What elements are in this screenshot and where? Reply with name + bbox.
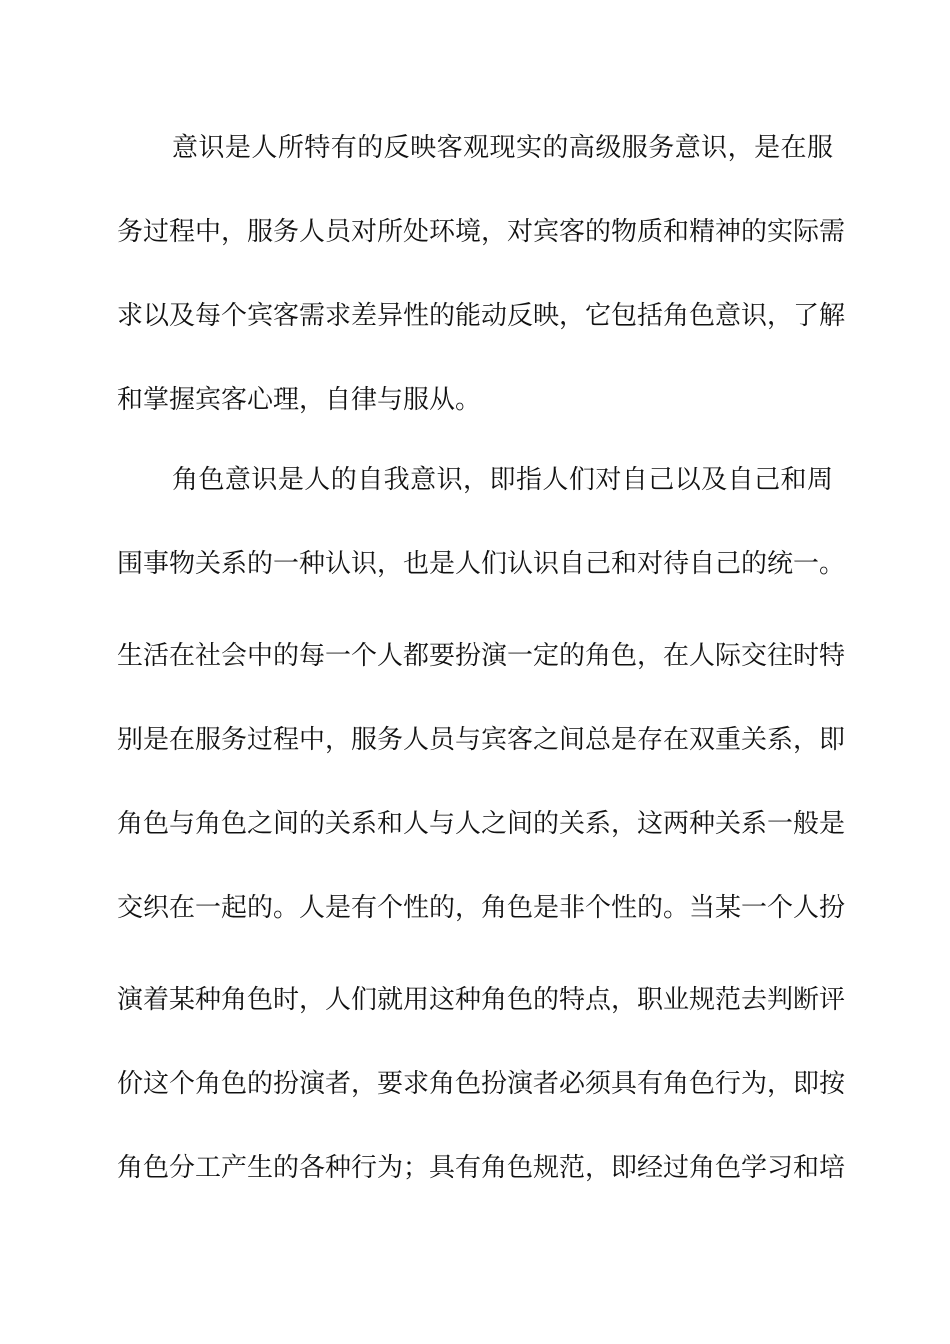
- text-line: 务过程中，服务人员对所处环境，对宾客的物质和精神的实际需: [117, 217, 846, 247]
- text-line: 求以及每个宾客需求差异性的能动反映，它包括角色意识，了解: [117, 301, 846, 331]
- text-line: 角色意识是人的自我意识，即指人们对自己以及自己和周: [172, 465, 833, 495]
- text-line: 和掌握宾客心理，自律与服从。: [117, 385, 482, 415]
- text-line: 围事物关系的一种认识，也是人们认识自己和对待自己的统一。: [117, 549, 846, 579]
- text-line: 演着某种角色时，人们就用这种角色的特点，职业规范去判断评: [117, 985, 846, 1015]
- text-line: 别是在服务过程中，服务人员与宾客之间总是存在双重关系，即: [117, 725, 846, 755]
- text-line: 角色分工产生的各种行为；具有角色规范，即经过角色学习和培: [117, 1153, 846, 1183]
- text-line: 价这个角色的扮演者，要求角色扮演者必须具有角色行为，即按: [117, 1069, 846, 1099]
- text-line: 交织在一起的。人是有个性的，角色是非个性的。当某一个人扮: [117, 893, 846, 923]
- text-line: 角色与角色之间的关系和人与人之间的关系，这两种关系一般是: [117, 809, 846, 839]
- text-line: 意识是人所特有的反映客观现实的高级服务意识，是在服: [172, 133, 833, 163]
- text-line: 生活在社会中的每一个人都要扮演一定的角色，在人际交往时特: [117, 641, 846, 671]
